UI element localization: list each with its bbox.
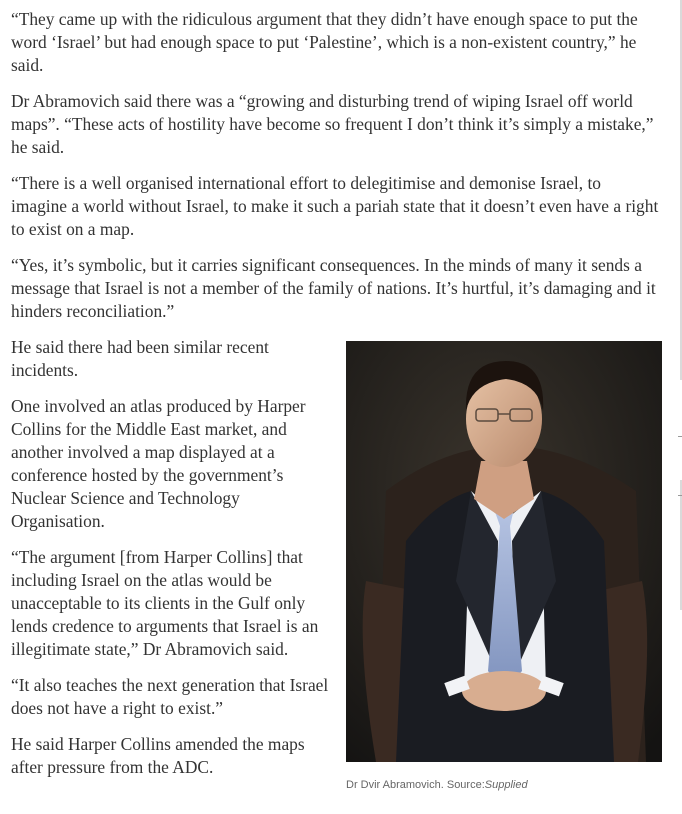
paragraph: “The argument [from Harper Collins] that including Israel on the atlas would be unacceptable to its clients in the Gulf only lends credence to arguments that Israel is an illegitimate state,” Dr Abramovich said. bbox=[11, 547, 319, 659]
paragraph: “It also teaches the next generation that Israel does not have a right to exist.” bbox=[11, 675, 329, 718]
caption-source: Supplied bbox=[484, 779, 528, 791]
paragraph: “They came up with the ridiculous argument that they didn’t have enough space to put the word ‘Israel’ but had enough space to put ‘Palestine’, which is a non-existent country,” he said. bbox=[11, 9, 638, 75]
paragraph: Dr Abramovich said there was a “growing and disturbing trend of wiping Israel off world maps”. “These acts of hostility have become so frequent I don’t think it’s simply a mistake,” he said. bbox=[11, 91, 654, 157]
page-edge-mark bbox=[678, 436, 682, 437]
paragraph: He said Harper Collins amended the maps after pressure from the ADC. bbox=[11, 734, 305, 777]
page-edge-mark bbox=[678, 495, 682, 496]
paragraph: “Yes, it’s symbolic, but it carries significant consequences. In the minds of many it sends a message that Israel is not a member of the family of nations. It’s hurtful, it’s damaging and it hinders reconciliation.” bbox=[11, 255, 656, 321]
portrait-photo[interactable] bbox=[346, 341, 662, 762]
photo-caption bbox=[346, 778, 662, 792]
paragraph: “There is a well organised international effort to delegitimise and demonise Israel, to imagine a world without Israel, to make it such a pariah state that it doesn’t even have a right to exist on a map. bbox=[11, 173, 659, 239]
portrait-illustration bbox=[346, 341, 662, 762]
article-figure bbox=[346, 341, 662, 792]
caption-text: Dr Dvir Abramovich. Source: bbox=[346, 779, 485, 791]
paragraph: He said there had been similar recent incidents. bbox=[11, 337, 269, 380]
paragraph: One involved an atlas produced by Harper Collins for the Middle East market, and another involved a map displayed at a conference hosted by the government’s Nuclear Science and Technology Organisation. bbox=[11, 396, 306, 531]
